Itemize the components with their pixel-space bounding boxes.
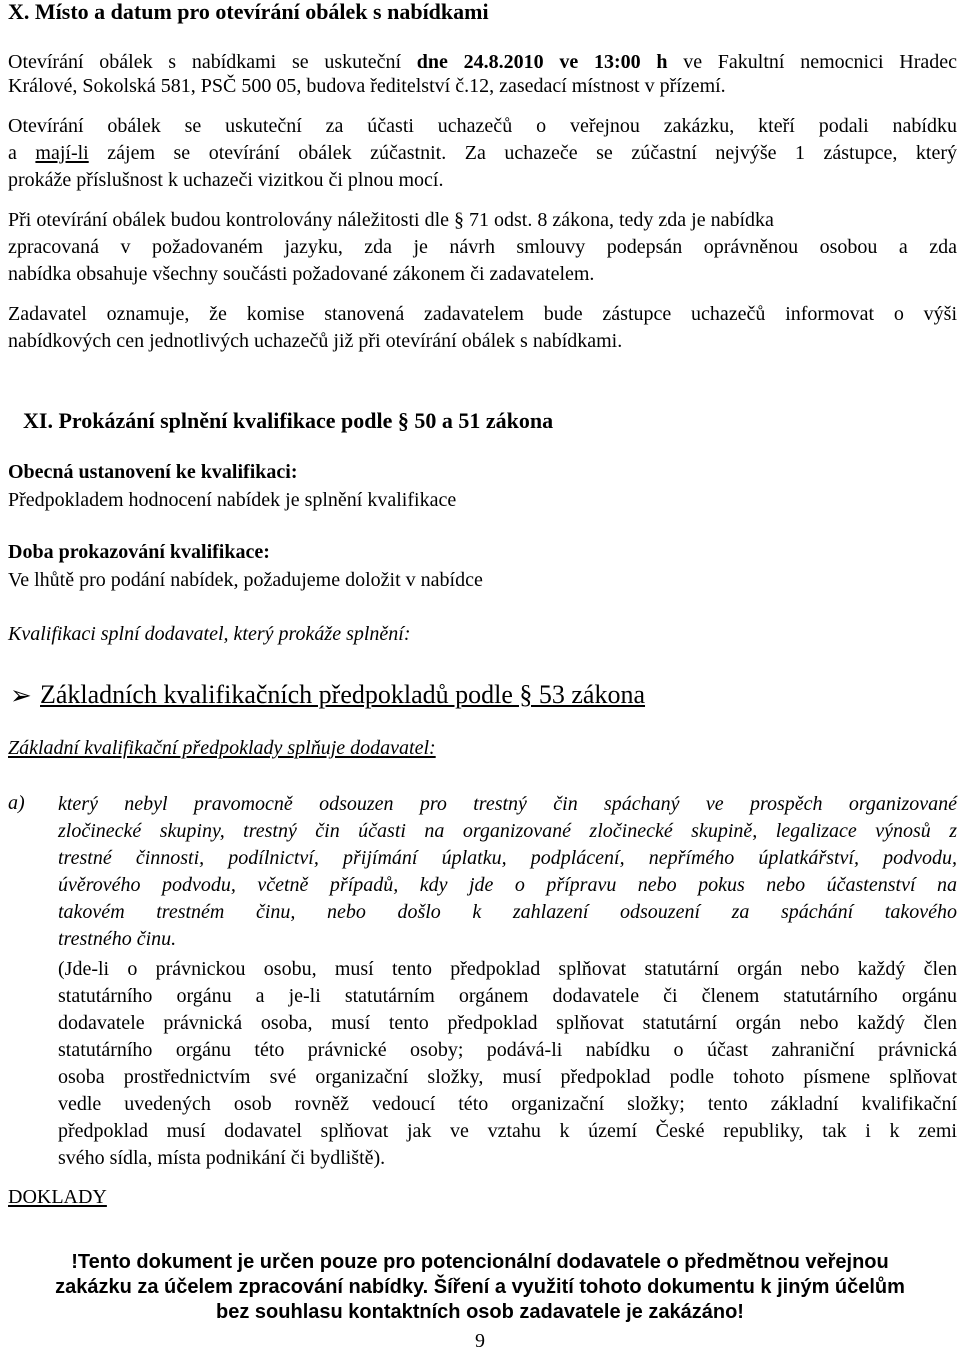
note-line: vedle uvedených osob rovněž vedoucí této organizační složky; tento základní kvalifikační	[58, 1093, 957, 1115]
section-x-p2-line3: prokáže příslušnost k uchazeči vizitkou či plnou mocí.	[8, 169, 444, 191]
section-xi-heading: XI. Prokázání splnění kvalifikace podle § 50 a 51 zákona	[23, 408, 554, 433]
section-x-p1-line1	[8, 50, 957, 74]
section-x-heading: X. Místo a datum pro otevírání obálek s nabídkami	[8, 0, 489, 24]
basic-requirements-sub: Základní kvalifikační předpoklady splňuje dodavatel:	[8, 737, 436, 759]
p2-text-a: a	[8, 142, 36, 164]
note-line: dodavatele právnická osoba, musí tento předpoklad splňovat statutární orgán nebo každý člen	[58, 1012, 957, 1034]
p1-date-time: dne 24.8.2010 ve 13:00 h	[416, 51, 668, 73]
section-x-p4-line1: Zadavatel oznamuje, že komise stanovená zadavatelem bude zástupce uchazečů informovat o výši	[8, 303, 957, 325]
notice-line-2: zakázku za účelem zpracování nabídky. Šíření a využití tohoto dokumentu k jiným účelům	[55, 1276, 905, 1298]
note-line: předpoklad musí dodavatel splňovat jak ve vztahu k území České republiky, tak i k zemi	[58, 1120, 957, 1142]
notice-line-3: bez souhlasu kontaktních osob zadavatele je zakázáno!	[216, 1301, 744, 1323]
p1-text-c: ve Fakultní nemocnici Hradec	[667, 51, 957, 73]
item-a-line: který nebyl pravomocně odsouzen pro trestný čin spáchaný ve prospěch organizované	[58, 793, 957, 815]
period-label: Doba prokazování kvalifikace:	[8, 541, 270, 563]
section-x-p3-line3: nabídka obsahuje všechny součásti požadované zákonem či zadavatelem.	[8, 263, 595, 285]
period-text: Ve lhůtě pro podání nabídek, požadujeme doložit v nabídce	[8, 569, 483, 591]
note-line-last: svého sídla, místa podnikání či bydliště).	[58, 1147, 386, 1169]
item-a-line-last: trestného činu.	[58, 928, 177, 950]
item-a-line: takovém trestném činu, nebo došlo k zahlazení odsouzení za spáchání takového	[58, 901, 957, 923]
fulfil-text: Kvalifikaci splní dodavatel, který prokáže splnění:	[8, 623, 411, 645]
note-line: statutárního orgánu této právnické osoby; podává-li nabídku o účast zahraniční právnická	[58, 1039, 957, 1061]
section-x-p2-line2	[8, 141, 957, 165]
basic-requirements-heading: Základních kvalifikačních předpokladů podle § 53 zákona	[40, 680, 646, 709]
note-line: (Jde-li o právnickou osobu, musí tento předpoklad splňovat statutární orgán nebo každý člen	[58, 958, 957, 980]
general-text: Předpokladem hodnocení nabídek je splnění kvalifikace	[8, 489, 457, 511]
section-x-p3-line2: zpracovaná v požadovaném jazyku, zda je návrh smlouvy podepsán oprávněnou osobou a zda	[8, 236, 957, 258]
doklady-label: DOKLADY	[8, 1186, 107, 1208]
item-a-line: trestné činnosti, podílnictví, přijímání úplatku, podplácení, nepřímého úplatkářství, podvodu,	[58, 847, 957, 869]
p1-text-a: Otevírání obálek s nabídkami se uskuteční	[8, 51, 417, 73]
note-line: osoba prostřednictvím své organizační složky, musí předpoklad podle tohoto písmene splňovat	[58, 1066, 957, 1088]
item-a-line: zločinecké skupiny, trestný čin účasti na organizované zločinecké skupině, legalizace výnosů z	[58, 820, 957, 842]
p2-text-c: zájem se otevírání obálek zúčastnit. Za uchazeče se zúčastní nejvýše 1 zástupce, který	[88, 142, 957, 164]
page-number: 9	[475, 1330, 485, 1352]
note-line: statutárního orgánu a je-li statutárním orgánem dodavatele či členem statutárního orgánu	[58, 985, 957, 1007]
p2-maji-li: mají-li	[35, 142, 89, 164]
arrow-bullet-icon: ➢	[10, 681, 32, 710]
general-label: Obecná ustanovení ke kvalifikaci:	[8, 461, 298, 483]
section-x-p1-line2: Králové, Sokolská 581, PSČ 500 05, budova ředitelství č.12, zasedací místnost v přízemí.	[8, 75, 726, 97]
notice-line-1: !Tento dokument je určen pouze pro potencionální dodavatele o předmětnou veřejnou	[71, 1251, 889, 1273]
section-x-p3-line1: Při otevírání obálek budou kontrolovány náležitosti dle § 71 odst. 8 zákona, tedy zda je nabídka	[8, 209, 774, 231]
section-x-p2-line1: Otevírání obálek se uskuteční za účasti uchazečů o veřejnou zakázku, kteří podali nabídku	[8, 115, 957, 137]
item-a-marker: a)	[8, 792, 25, 814]
section-x-p4-line2: nabídkových cen jednotlivých uchazečů již při otevírání obálek s nabídkami.	[8, 330, 623, 352]
item-a-line: úvěrového podvodu, včetně případů, kdy jde o přípravu nebo pokus nebo účastenství na	[58, 874, 957, 896]
